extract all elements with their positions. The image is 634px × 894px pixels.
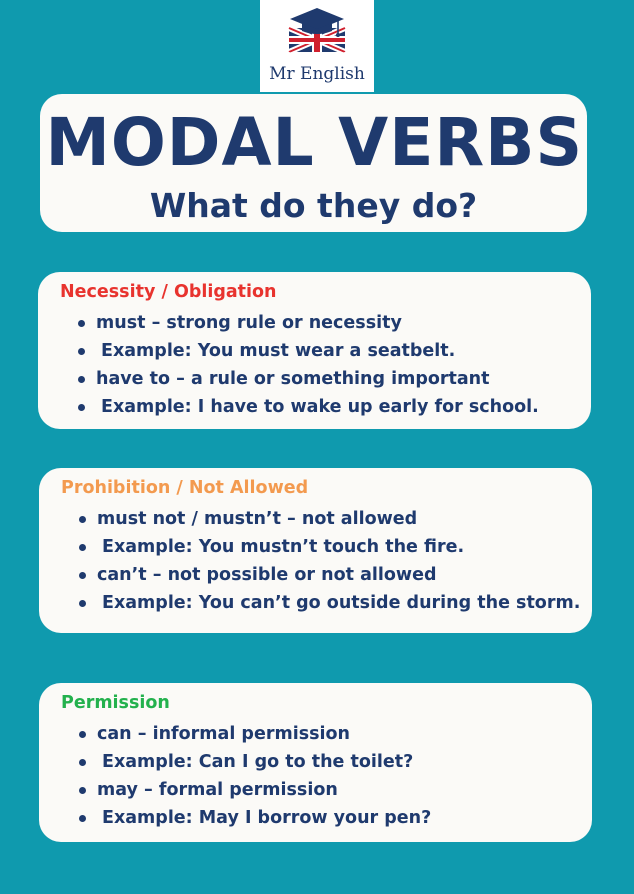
section-list (75, 508, 580, 620)
section-heading: Necessity / Obligation (60, 282, 277, 302)
logo (260, 0, 374, 92)
page-title: MODAL VERBS (45, 104, 584, 181)
section-list (75, 723, 431, 835)
page-subtitle: What do they do? (149, 186, 478, 225)
brand-name: Mr English (269, 64, 365, 84)
list-item: can – informal permission (75, 723, 431, 751)
graduation-cap-union-jack-icon (286, 6, 348, 60)
list-item: Example: May I borrow your pen? (75, 807, 431, 835)
section-prohibition (39, 468, 592, 633)
list-item: may – formal permission (75, 779, 431, 807)
list-item: must not / mustn’t – not allowed (75, 508, 580, 536)
section-permission (39, 683, 592, 842)
section-necessity (38, 272, 591, 429)
section-list (74, 312, 539, 424)
section-heading: Prohibition / Not Allowed (61, 478, 309, 498)
list-item: can’t – not possible or not allowed (75, 564, 580, 592)
list-item: Example: I have to wake up early for school. (74, 396, 539, 424)
list-item: must – strong rule or necessity (74, 312, 539, 340)
list-item: have to – a rule or something important (74, 368, 539, 396)
list-item: Example: Can I go to the toilet? (75, 751, 431, 779)
title-card (40, 94, 587, 232)
list-item: Example: You must wear a seatbelt. (74, 340, 539, 368)
list-item: Example: You can’t go outside during the storm. (75, 592, 580, 620)
list-item: Example: You mustn’t touch the fire. (75, 536, 580, 564)
section-heading: Permission (61, 693, 170, 713)
